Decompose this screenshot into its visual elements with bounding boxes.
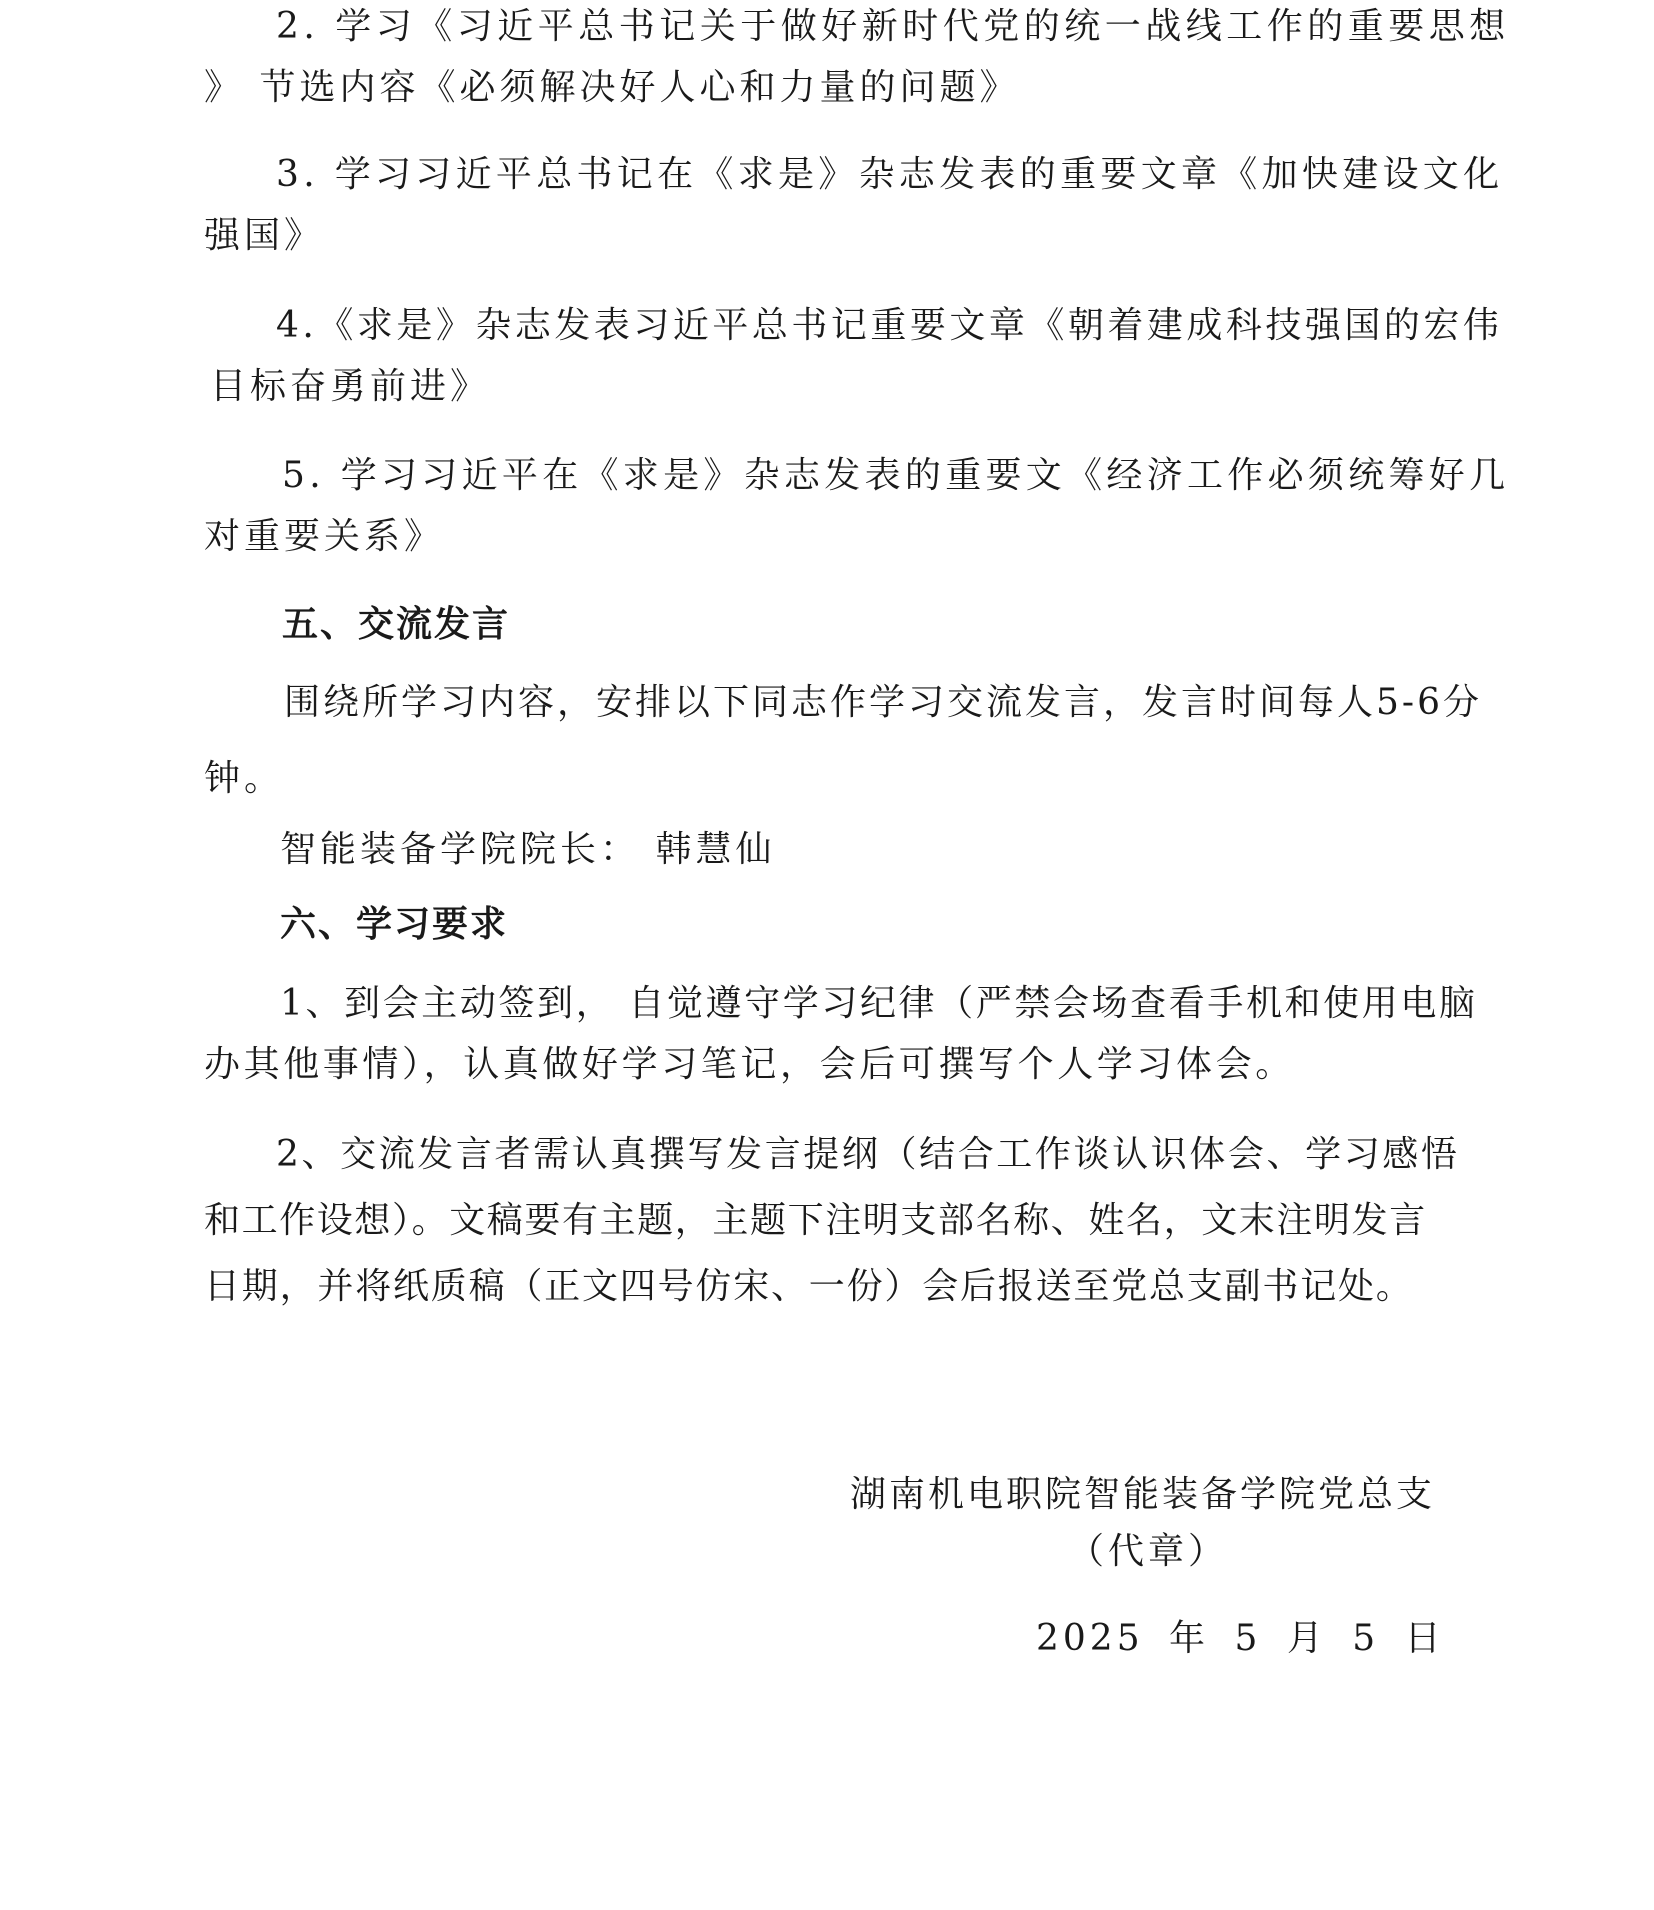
section-5-heading: 五、交流发言: [282, 604, 511, 645]
study-item-2-line1: 2. 学习《习近平总书记关于做好新时代党的统一战线工作的重要思想: [276, 6, 1510, 47]
requirement-2-line1: 2、交流发言者需认真撰写发言提纲（结合工作谈认识体会、学习感悟: [276, 1134, 1460, 1175]
signature-date: 2025 年 5 月 5 日: [1036, 1618, 1445, 1659]
study-item-4-line2: 目标奋勇前进》: [210, 366, 491, 407]
study-item-3-line1: 3. 学习习近平总书记在《求是》杂志发表的重要文章《加快建设文化: [276, 154, 1504, 195]
study-item-4-line1: 4.《求是》杂志发表习近平总书记重要文章《朝着建成科技强国的宏伟: [276, 305, 1503, 346]
section-6-heading: 六、学习要求: [280, 904, 509, 945]
study-item-5-line2: 对重要关系》: [204, 516, 445, 557]
section-5-intro-line2: 钟。: [204, 758, 285, 799]
study-item-3-line2: 强国》: [204, 215, 325, 256]
study-item-2-line2: 》 节选内容《必须解决好人心和力量的问题》: [204, 67, 1020, 108]
requirement-2-line2: 和工作设想）。文稿要有主题，主题下注明支部名称、姓名，文末注明发言: [204, 1200, 1427, 1241]
requirement-1-line2: 办其他事情），认真做好学习笔记，会后可撰写个人学习体会。: [204, 1044, 1295, 1085]
requirement-1-line1: 1、到会主动签到， 自觉遵守学习纪律（严禁会场查看手机和使用电脑: [280, 983, 1478, 1024]
section-5-intro-line1: 围绕所学习内容，安排以下同志作学习交流发言，发言时间每人5-6分: [284, 682, 1482, 723]
speaker-line: 智能装备学院院长： 韩慧仙: [280, 829, 776, 870]
signature-seal-note: （代章）: [1068, 1531, 1229, 1572]
study-item-5-line1: 5. 学习习近平在《求是》杂志发表的重要文《经济工作必须统筹好几: [282, 455, 1510, 496]
requirement-2-line3: 日期，并将纸质稿（正文四号仿宋、一份）会后报送至党总支副书记处。: [204, 1266, 1414, 1307]
signature-organization: 湖南机电职院智能装备学院党总支: [850, 1474, 1436, 1515]
